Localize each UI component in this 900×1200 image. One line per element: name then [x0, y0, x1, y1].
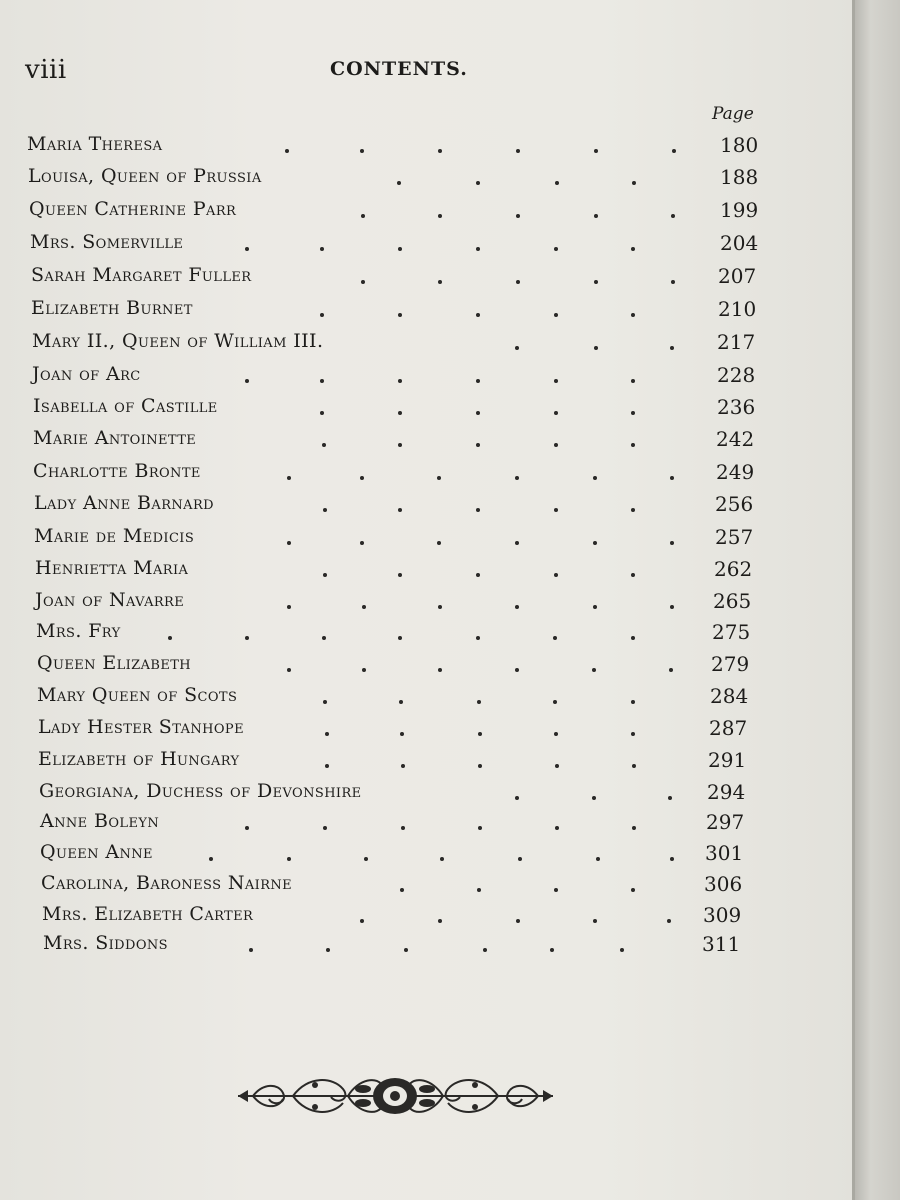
- leader-dot: [438, 605, 442, 609]
- toc-entry-title: Carolina, Baroness Nairne: [41, 872, 293, 894]
- leader-dot: [476, 313, 480, 317]
- leader-dot: [398, 443, 402, 447]
- toc-entry-title: Elizabeth Burnet: [31, 297, 193, 319]
- leader-dot: [670, 346, 674, 350]
- toc-entry-page-number: 306: [704, 872, 743, 896]
- leader-dot: [437, 541, 441, 545]
- leader-dot: [362, 668, 366, 672]
- leader-dot: [620, 948, 624, 952]
- leader-dot: [553, 700, 557, 704]
- leader-dot: [476, 247, 480, 251]
- leader-dot: [671, 214, 675, 218]
- toc-entry-title: Mrs. Fry: [36, 620, 121, 642]
- page-column-label: Page: [712, 104, 754, 124]
- leader-dot: [360, 476, 364, 480]
- leader-dot: [671, 280, 675, 284]
- toc-entry-title: Marie Antoinette: [33, 427, 197, 449]
- leader-dot: [287, 476, 291, 480]
- toc-entry: [37, 684, 760, 714]
- leader-dot: [400, 888, 404, 892]
- leader-dot: [362, 605, 366, 609]
- leader-dot: [594, 149, 598, 153]
- leader-dot: [515, 476, 519, 480]
- leader-dot: [515, 346, 519, 350]
- toc-entry: [36, 620, 762, 650]
- toc-entry-title: Marie de Medicis: [34, 525, 195, 547]
- toc-entry-page-number: 242: [716, 427, 755, 451]
- leader-dot: [672, 149, 676, 153]
- leader-dot: [483, 948, 487, 952]
- toc-entry-page-number: 188: [720, 165, 759, 189]
- leader-dot: [322, 636, 326, 640]
- toc-entry: [41, 872, 754, 902]
- leader-dot: [476, 443, 480, 447]
- leader-dot: [325, 764, 329, 768]
- leader-dot: [400, 732, 404, 736]
- leader-dot: [398, 508, 402, 512]
- leader-dot: [631, 379, 635, 383]
- leader-dot: [631, 313, 635, 317]
- toc-entry-page-number: 287: [709, 716, 748, 740]
- leader-dot: [168, 636, 172, 640]
- leader-dot: [594, 346, 598, 350]
- leader-dot: [326, 948, 330, 952]
- toc-entry: [30, 231, 770, 261]
- book-gutter: [855, 0, 900, 1200]
- leader-dot: [631, 508, 635, 512]
- leader-dot: [593, 541, 597, 545]
- leader-dot: [364, 857, 368, 861]
- leader-dot: [320, 379, 324, 383]
- toc-entry: [40, 810, 756, 840]
- toc-entry-title: Mrs. Somerville: [30, 231, 184, 253]
- leader-dot: [632, 826, 636, 830]
- leader-dot: [245, 636, 249, 640]
- toc-entry: [33, 395, 767, 425]
- leader-dot: [438, 149, 442, 153]
- leader-dot: [631, 443, 635, 447]
- leader-dot: [360, 541, 364, 545]
- leader-dot: [325, 732, 329, 736]
- leader-dot: [476, 411, 480, 415]
- leader-dot: [476, 573, 480, 577]
- leader-dot: [553, 636, 557, 640]
- toc-entry-page-number: 309: [703, 903, 742, 927]
- leader-dot: [360, 919, 364, 923]
- toc-entry: [27, 133, 770, 163]
- toc-entry-page-number: 256: [715, 492, 754, 516]
- leader-dot: [287, 541, 291, 545]
- leader-dot: [249, 948, 253, 952]
- leader-dot: [320, 313, 324, 317]
- leader-dot: [320, 247, 324, 251]
- leader-dot: [554, 888, 558, 892]
- toc-entry-title: Queen Anne: [40, 841, 153, 863]
- leader-dot: [554, 573, 558, 577]
- toc-entry-title: Isabella of Castille: [33, 395, 218, 417]
- toc-entry-page-number: 275: [712, 620, 751, 644]
- toc-entry-page-number: 262: [714, 557, 753, 581]
- leader-dot: [670, 605, 674, 609]
- toc-entry: [42, 903, 753, 933]
- toc-entry: [38, 716, 759, 746]
- toc-entry: [40, 841, 755, 871]
- leader-dot: [476, 379, 480, 383]
- leader-dot: [593, 605, 597, 609]
- leader-dot: [631, 732, 635, 736]
- leader-dot: [323, 508, 327, 512]
- toc-entry-title: Mrs. Siddons: [43, 932, 168, 954]
- toc-entry-title: Joan of Navarre: [35, 589, 185, 611]
- leader-dot: [478, 826, 482, 830]
- leader-dot: [632, 181, 636, 185]
- toc-entry: [31, 264, 768, 294]
- leader-dot: [476, 636, 480, 640]
- leader-dot: [592, 668, 596, 672]
- leader-dot: [401, 826, 405, 830]
- leader-dot: [360, 149, 364, 153]
- toc-entry: [28, 165, 770, 195]
- toc-entry-page-number: 236: [717, 395, 756, 419]
- toc-entry-page-number: 217: [717, 330, 756, 354]
- toc-entry-page-number: 204: [720, 231, 759, 255]
- toc-entry-title: Lady Hester Stanhope: [38, 716, 244, 738]
- leader-dot: [555, 764, 559, 768]
- leader-dot: [554, 732, 558, 736]
- page-folio: viii: [25, 55, 67, 85]
- leader-dot: [667, 919, 671, 923]
- leader-dot: [322, 443, 326, 447]
- leader-dot: [668, 796, 672, 800]
- toc-entry-page-number: 210: [718, 297, 757, 321]
- toc-entry-title: Mary Queen of Scots: [37, 684, 238, 706]
- leader-dot: [438, 919, 442, 923]
- toc-entry-title: Charlotte Bronte: [33, 460, 201, 482]
- leader-dot: [516, 149, 520, 153]
- leader-dot: [477, 888, 481, 892]
- toc-entry-page-number: 297: [706, 810, 745, 834]
- toc-entry-page-number: 199: [720, 198, 759, 222]
- leader-dot: [399, 700, 403, 704]
- leader-dot: [554, 411, 558, 415]
- toc-entry-page-number: 249: [716, 460, 755, 484]
- toc-entry-title: Georgiana, Duchess of Devonshire: [39, 780, 362, 802]
- toc-entry: [34, 525, 765, 555]
- toc-entry-page-number: 291: [708, 748, 747, 772]
- leader-dot: [631, 636, 635, 640]
- leader-dot: [592, 796, 596, 800]
- toc-entry: [37, 652, 761, 682]
- toc-entry-page-number: 228: [717, 363, 756, 387]
- leader-dot: [516, 280, 520, 284]
- running-head: CONTENTS.: [330, 58, 468, 80]
- toc-entry-page-number: 257: [715, 525, 754, 549]
- leader-dot: [437, 476, 441, 480]
- leader-dot: [245, 379, 249, 383]
- leader-dot: [515, 668, 519, 672]
- leader-dot: [555, 181, 559, 185]
- toc-entry-page-number: 180: [720, 133, 759, 157]
- leader-dot: [398, 379, 402, 383]
- toc-entry-title: Anne Boleyn: [40, 810, 160, 832]
- leader-dot: [670, 857, 674, 861]
- toc-entry-title: Sarah Margaret Fuller: [31, 264, 252, 286]
- leader-dot: [631, 573, 635, 577]
- leader-dot: [518, 857, 522, 861]
- toc-entry: [39, 780, 757, 810]
- toc-entry: [35, 589, 763, 619]
- toc-entry: [29, 198, 770, 228]
- toc-entry: [33, 460, 766, 490]
- leader-dot: [596, 857, 600, 861]
- leader-dot: [398, 313, 402, 317]
- leader-dot: [515, 796, 519, 800]
- leader-dot: [478, 732, 482, 736]
- leader-dot: [555, 826, 559, 830]
- leader-dot: [245, 247, 249, 251]
- toc-entry: [32, 330, 767, 360]
- toc-entry-page-number: 265: [713, 589, 752, 613]
- toc-entry-title: Elizabeth of Hungary: [38, 748, 240, 770]
- leader-dot: [670, 476, 674, 480]
- toc-entry-page-number: 279: [711, 652, 750, 676]
- leader-dot: [631, 411, 635, 415]
- leader-dot: [398, 636, 402, 640]
- toc-entry-title: Maria Theresa: [27, 133, 163, 155]
- leader-dot: [554, 508, 558, 512]
- leader-dot: [593, 476, 597, 480]
- leader-dot: [631, 888, 635, 892]
- leader-dot: [438, 280, 442, 284]
- leader-dot: [594, 280, 598, 284]
- leader-dot: [477, 700, 481, 704]
- toc-entry-title: Lady Anne Barnard: [34, 492, 214, 514]
- leader-dot: [245, 826, 249, 830]
- leader-dot: [323, 700, 327, 704]
- leader-dot: [287, 857, 291, 861]
- leader-dot: [550, 948, 554, 952]
- toc-entry: [31, 297, 768, 327]
- leader-dot: [398, 573, 402, 577]
- toc-entry-title: Louisa, Queen of Prussia: [28, 165, 262, 187]
- leader-dot: [401, 764, 405, 768]
- toc-entry-title: Mary II., Queen of William III.: [32, 330, 324, 352]
- leader-dot: [554, 379, 558, 383]
- leader-dot: [670, 541, 674, 545]
- leader-dot: [398, 247, 402, 251]
- leader-dot: [516, 919, 520, 923]
- leader-dot: [287, 605, 291, 609]
- toc-entry: [35, 557, 764, 587]
- toc-entry-title: Queen Elizabeth: [37, 652, 192, 674]
- floral-tailpiece-ornament-icon: [233, 1065, 558, 1127]
- leader-dot: [361, 214, 365, 218]
- toc-entry-title: Mrs. Elizabeth Carter: [42, 903, 254, 925]
- leader-dot: [631, 247, 635, 251]
- toc-entry-page-number: 301: [705, 841, 744, 865]
- leader-dot: [320, 411, 324, 415]
- leader-dot: [323, 573, 327, 577]
- toc-entry-page-number: 207: [718, 264, 757, 288]
- leader-dot: [397, 181, 401, 185]
- leader-dot: [631, 700, 635, 704]
- leader-dot: [361, 280, 365, 284]
- leader-dot: [438, 214, 442, 218]
- leader-dot: [515, 605, 519, 609]
- leader-dot: [438, 668, 442, 672]
- toc-entry: [34, 492, 765, 522]
- toc-entry-page-number: 311: [702, 932, 741, 956]
- toc-entry: [38, 748, 758, 778]
- leader-dot: [476, 508, 480, 512]
- toc-entry-title: Joan of Arc: [32, 363, 141, 385]
- toc-entry: [33, 427, 766, 457]
- toc-entry-page-number: 284: [710, 684, 749, 708]
- leader-dot: [285, 149, 289, 153]
- leader-dot: [554, 247, 558, 251]
- leader-dot: [209, 857, 213, 861]
- leader-dot: [632, 764, 636, 768]
- leader-dot: [476, 181, 480, 185]
- toc-entry: [43, 932, 752, 962]
- leader-dot: [669, 668, 673, 672]
- toc-entry: [32, 363, 767, 393]
- leader-dot: [593, 919, 597, 923]
- leader-dot: [515, 541, 519, 545]
- leader-dot: [323, 826, 327, 830]
- leader-dot: [554, 313, 558, 317]
- leader-dot: [594, 214, 598, 218]
- leader-dot: [554, 443, 558, 447]
- leader-dot: [516, 214, 520, 218]
- leader-dot: [398, 411, 402, 415]
- leader-dot: [404, 948, 408, 952]
- toc-entry-title: Henrietta Maria: [35, 557, 189, 579]
- toc-entry-title: Queen Catherine Parr: [29, 198, 237, 220]
- toc-entry-page-number: 294: [707, 780, 746, 804]
- leader-dot: [478, 764, 482, 768]
- leader-dot: [440, 857, 444, 861]
- leader-dot: [287, 668, 291, 672]
